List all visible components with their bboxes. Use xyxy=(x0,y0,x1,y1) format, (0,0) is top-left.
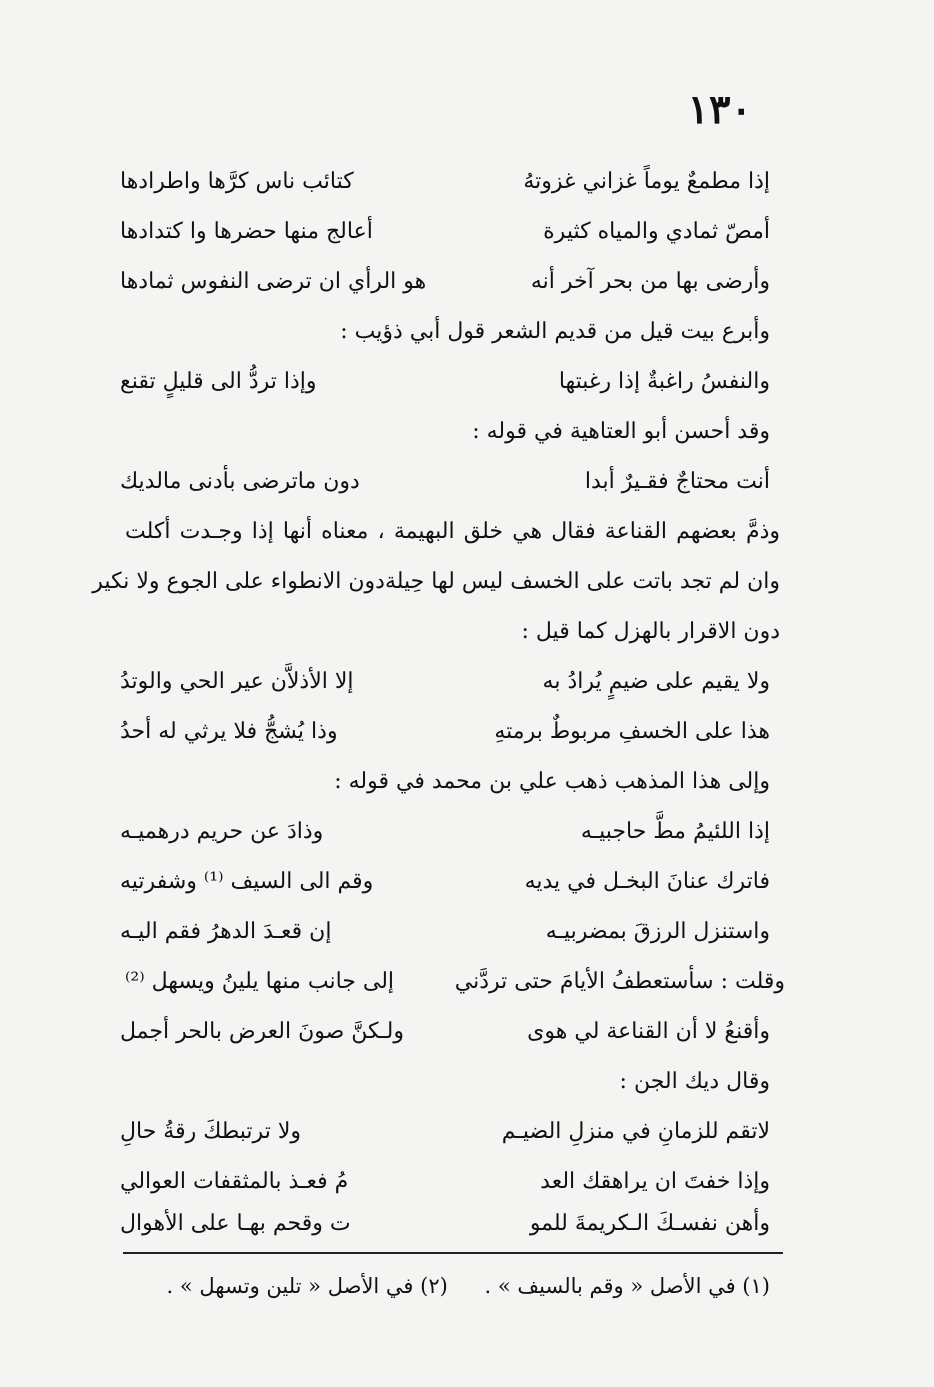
prose-line: وقال ديك الجن : xyxy=(619,1069,770,1094)
verse-second-hemistich: وإذا تردُّ الى قليلٍ تقنع xyxy=(120,369,317,394)
prose-line: وان لم تجد باتت على الخسف ليس لها حِيلةدون الانطواء على الجوع ولا نكير xyxy=(92,569,780,594)
verse-second-hemistich: وذا يُشجُّ فلا يرثي له أحدُ xyxy=(120,719,338,744)
verse-first-hemistich: أنت محتاجٌ فقـيرٌ أبدا xyxy=(584,469,770,494)
verse-line xyxy=(120,1158,770,1206)
verse-first-hemistich: فاترك عنانَ البخـل في يديه xyxy=(524,869,770,894)
verse-first-hemistich: ولا يقيم على ضيمٍ يُرادُ به xyxy=(542,669,770,694)
verse-first-hemistich: لاتقم للزمانِ في منزلِ الضيـم xyxy=(501,1119,770,1144)
verse-second-hemistich: مُ فعـذ بالمثقفات العوالي xyxy=(120,1169,349,1194)
verse-first-hemistich: أمصّ ثمادي والمياه كثيرة xyxy=(543,219,770,244)
prose-line: وقد أحسن أبو العتاهية في قوله : xyxy=(472,419,770,444)
verse-second-hemistich: إلا الأذلاَّن عير الحي والوتدُ xyxy=(120,669,354,694)
verse-first-hemistich: وأرضى بها من بحر آخر أنه xyxy=(530,269,770,294)
verse-line xyxy=(120,708,770,756)
verse-second-hemistich: ولا ترتبطكَ رقةُ حالِ xyxy=(120,1119,301,1144)
verse-line xyxy=(120,1008,770,1056)
verse-first-hemistich: وإذا خفتَ ان يراهقك العد xyxy=(540,1169,770,1194)
prose-line: دون الاقرار بالهزل كما قيل : xyxy=(521,619,780,644)
prose-line: وأبرع بيت قيل من قديم الشعر قول أبي ذؤيب : xyxy=(340,319,770,344)
verse-first-hemistich: وقلت : سأستعطفُ الأيامَ حتى تردَّني xyxy=(454,969,785,994)
footnote-2: (٢) في الأصل « تلين وتسهل » . xyxy=(166,1274,448,1298)
verse-second-hemistich: دون ماترضى بأدنى مالديك xyxy=(120,469,360,494)
verse-second-hemistich: إن قعـدَ الدهرُ فقم اليـه xyxy=(120,919,332,944)
verse-second-hemistich: ت وقحم بهـا على الأهوال xyxy=(120,1211,351,1236)
verse-second-hemistich: أعالج منها حضرها وا كتدادها xyxy=(120,219,373,244)
verse-line xyxy=(120,158,770,206)
verse-line xyxy=(125,958,785,1006)
verse-first-hemistich: والنفسُ راغبةٌ إذا رغبتها xyxy=(558,369,770,394)
prose-line: وإلى هذا المذهب ذهب علي بن محمد في قوله : xyxy=(334,769,770,794)
verse-second-hemistich: هو الرأي ان ترضى النفوس ثمادها xyxy=(120,269,427,294)
verse-first-hemistich: إذا اللئيمُ مطَّ حاجبيـه xyxy=(580,819,770,844)
footnotes xyxy=(120,1262,770,1310)
verse-line xyxy=(120,208,770,256)
footnote-1: (١) في الأصل « وقم بالسيف » . xyxy=(484,1274,770,1298)
verse-first-hemistich: وأهن نفسـكَ الـكريمةَ للمو xyxy=(529,1211,770,1236)
verse-second-hemistich: وقم الى السيف ⁽¹⁾ وشفرتيه xyxy=(120,869,374,894)
verse-line xyxy=(120,858,770,906)
verse-line xyxy=(120,358,770,406)
verse-second-hemistich: كتائب ناس كرَّها واطرادها xyxy=(120,169,354,194)
verse-first-hemistich: هذا على الخسفِ مربوطٌ برمتهِ xyxy=(494,719,770,744)
verse-first-hemistich: إذا مطمعٌ يوماً غزاني غزوتهُ xyxy=(523,169,770,194)
verse-line xyxy=(120,1200,770,1248)
verse-first-hemistich: واستنزل الرزقَ بمضربيـه xyxy=(545,919,770,944)
verse-second-hemistich: وذادَ عن حريم درهميـه xyxy=(120,819,324,844)
verse-line xyxy=(120,908,770,956)
footnote-separator xyxy=(123,1252,783,1254)
verse-line xyxy=(120,1108,770,1156)
verse-line xyxy=(120,808,770,856)
verse-line xyxy=(120,258,770,306)
verse-line xyxy=(120,658,770,706)
prose-line: وذمَّ بعضهم القناعة فقال هي خلق البهيمة ، معناه أنها إذا وجـدت أكلت xyxy=(125,519,780,544)
page-number: ١٣٠ xyxy=(687,86,752,133)
verse-second-hemistich: إلى جانب منها يلينُ ويسهل ⁽²⁾ xyxy=(125,969,395,994)
verse-second-hemistich: ولـكنَّ صونَ العرض بالحر أجمل xyxy=(120,1019,404,1044)
verse-line xyxy=(120,458,770,506)
verse-first-hemistich: وأقنعُ لا أن القناعة لي هوى xyxy=(527,1019,770,1044)
